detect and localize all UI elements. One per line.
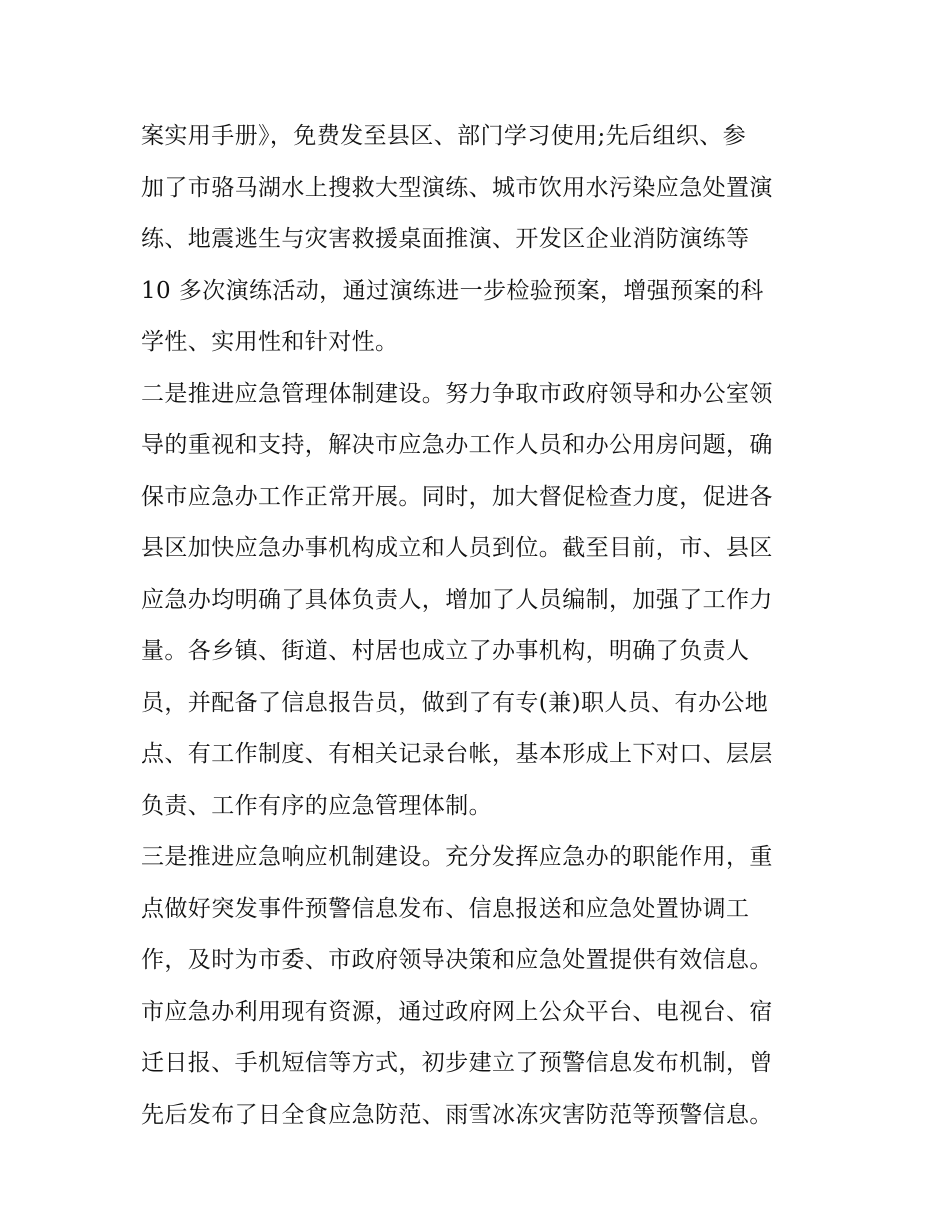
text-line: 10 多次演练活动，通过演练进一步检验预案，增强预案的科 — [141, 277, 764, 304]
text-line: 作，及时为市委、市政府领导决策和应急处置提供有效信息。 — [141, 947, 773, 973]
document-body — [141, 111, 821, 1141]
text-line: 市应急办利用现有资源，通过政府网上公众平台、电视台、宿 — [141, 998, 773, 1025]
text-line: 迁日报、手机短信等方式，初步建立了预警信息发布机制，曾 — [141, 1050, 773, 1076]
text-line: 员，并配备了信息报告员，做到了有专(兼)职人员、有办公地 — [141, 689, 769, 716]
text-line: 负责、工作有序的应急管理体制。 — [141, 792, 492, 819]
text-line: 先后发布了日全食应急防范、雨雪冰冻灾害防范等预警信息。 — [141, 1101, 773, 1128]
paragraph-heading-line: 二是推进应急管理体制建设。努力争取市政府领导和办公室领 — [141, 380, 773, 407]
text-line: 案实用手册》，免费发至县区、部门学习使用;先后组织、参 — [141, 123, 747, 149]
text-line: 点、有工作制度、有相关记录台帐，基本形成上下对口、层层 — [141, 741, 773, 767]
text-line: 学性、实用性和针对性。 — [141, 329, 399, 355]
text-line: 加了市骆马湖水上搜救大型演练、城市饮用水污染应急处置演 — [141, 174, 773, 201]
text-line: 量。各乡镇、街道、村居也成立了办事机构，明确了负责人 — [141, 638, 750, 664]
text-line: 点做好突发事件预警信息发布、信息报送和应急处置协调工 — [141, 895, 750, 922]
text-line: 导的重视和支持，解决市应急办工作人员和办公用房问题，确 — [141, 432, 773, 458]
text-line: 县区加快应急办事机构成立和人员到位。截至目前，市、县区 — [141, 535, 773, 561]
paragraph-heading-line: 三是推进应急响应机制建设。充分发挥应急办的职能作用，重 — [141, 844, 773, 870]
text-line: 应急办均明确了具体负责人，增加了人员编制，加强了工作力 — [141, 586, 773, 613]
text-line: 练、地震逃生与灾害救援桌面推演、开发区企业消防演练等 — [141, 226, 750, 252]
text-line: 保市应急办工作正常开展。同时，加大督促检查力度，促进各 — [141, 483, 773, 510]
